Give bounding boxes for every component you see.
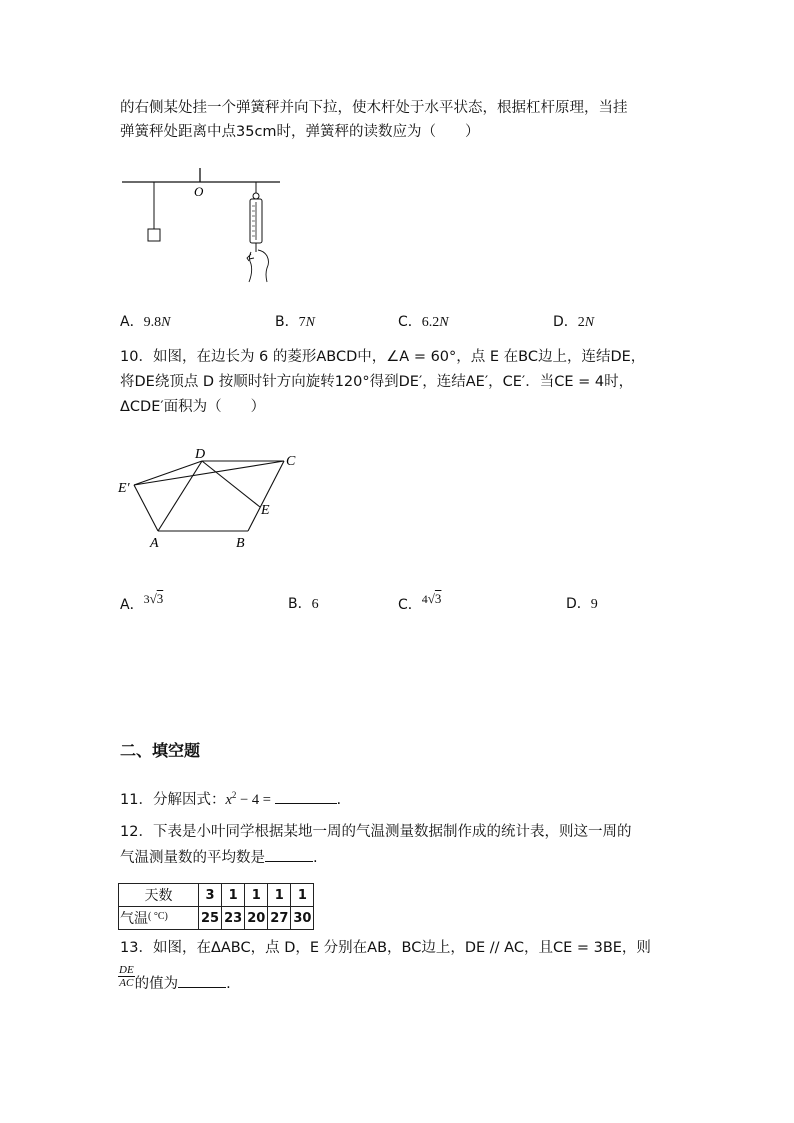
q10-option-d[interactable]: D．9 xyxy=(566,596,598,612)
label-b: B xyxy=(236,536,245,551)
segment-ce-prime xyxy=(134,461,284,485)
q9-text-line1: 的右侧某处挂一个弹簧秤并向下拉，使木杆处于水平状态，根据杠杆原理，当挂 xyxy=(120,100,628,116)
q13-answer-blank[interactable] xyxy=(178,972,226,988)
hand-icon xyxy=(247,250,269,282)
table-cell: 1 xyxy=(291,884,314,907)
table-cell: 30 xyxy=(291,907,314,930)
table-cell: 27 xyxy=(268,907,291,930)
q9-option-d[interactable]: D．2N xyxy=(553,314,595,330)
table-cell: 25 xyxy=(199,907,222,930)
table-row xyxy=(119,884,314,907)
table-cell: 1 xyxy=(222,884,245,907)
q13-fraction: $\frac{DE}{AC}$ xyxy=(119,964,134,989)
q9-option-c[interactable]: C．6.2N xyxy=(398,314,449,330)
label-d: D xyxy=(195,447,206,462)
spring-scale-icon xyxy=(250,182,262,252)
table-header-days: 天数 xyxy=(119,884,199,907)
temperature-table xyxy=(118,883,314,930)
q11-answer-blank[interactable] xyxy=(275,788,337,804)
section-heading-fill-in: 二、填空题 xyxy=(120,741,201,760)
q10-option-a[interactable]: A．3√3 xyxy=(120,591,164,613)
q10-text-line1: 10．如图，在边长为 6 的菱形ABCD中，∠A = 60°，点 E 在BC边上，连结DE， xyxy=(120,349,646,365)
weight-block xyxy=(148,229,160,241)
q12-text-line2: 气温测量数的平均数是 . xyxy=(120,846,318,868)
q13-text-line2: $\frac{DE}{AC}$ 的值为 . xyxy=(119,964,231,992)
q10-option-c[interactable]: C．4√3 xyxy=(398,591,442,613)
label-a: A xyxy=(150,536,159,551)
q9-option-a[interactable]: A．9.8N xyxy=(120,314,171,330)
q10-option-b[interactable]: B．6 xyxy=(288,596,319,612)
segment-de-prime xyxy=(134,461,202,485)
table-cell: 1 xyxy=(268,884,291,907)
pivot-label-o: O xyxy=(194,184,204,199)
table-cell: 3 xyxy=(199,884,222,907)
q9-option-b[interactable]: B．7N xyxy=(275,314,315,330)
label-e: E xyxy=(261,503,270,518)
q10-text-line2: 将DE绕顶点 D 按顺时针方向旋转120°得到DE′，连结AE′，CE′．当CE = 4时， xyxy=(120,374,634,390)
segment-ae-prime xyxy=(134,485,158,531)
table-header-temperature: 气温$^{( ^\circ C)}$ xyxy=(119,907,199,930)
table-cell: 23 xyxy=(222,907,245,930)
segment-ad xyxy=(158,461,202,531)
label-c: C xyxy=(286,454,296,469)
lever-figure xyxy=(118,160,288,285)
q12-text-line1: 12．下表是小叶同学根据某地一周的气温测量数据制作成的统计表，则这一周的 xyxy=(120,824,632,840)
rhombus-figure xyxy=(112,440,312,555)
q10-text-line3: ΔCDE′面积为（ ） xyxy=(120,399,266,415)
q11-text: 11．分解因式：$x^2 - 4$ = . xyxy=(120,785,341,810)
label-e-prime: E′ xyxy=(118,481,130,496)
table-row xyxy=(119,907,314,930)
q12-answer-blank[interactable] xyxy=(265,846,313,862)
table-cell: 20 xyxy=(245,907,268,930)
segment-de xyxy=(202,461,260,507)
q9-text-line2: 弹簧秤处距离中点35cm时，弹簧秤的读数应为（ ） xyxy=(120,124,480,140)
q13-text-line1: 13．如图，在ΔABC，点 D，E 分别在AB，BC边上，DE // AC，且CE = 3BE，则 xyxy=(120,940,651,956)
table-cell: 1 xyxy=(245,884,268,907)
segment-bc xyxy=(248,461,284,531)
